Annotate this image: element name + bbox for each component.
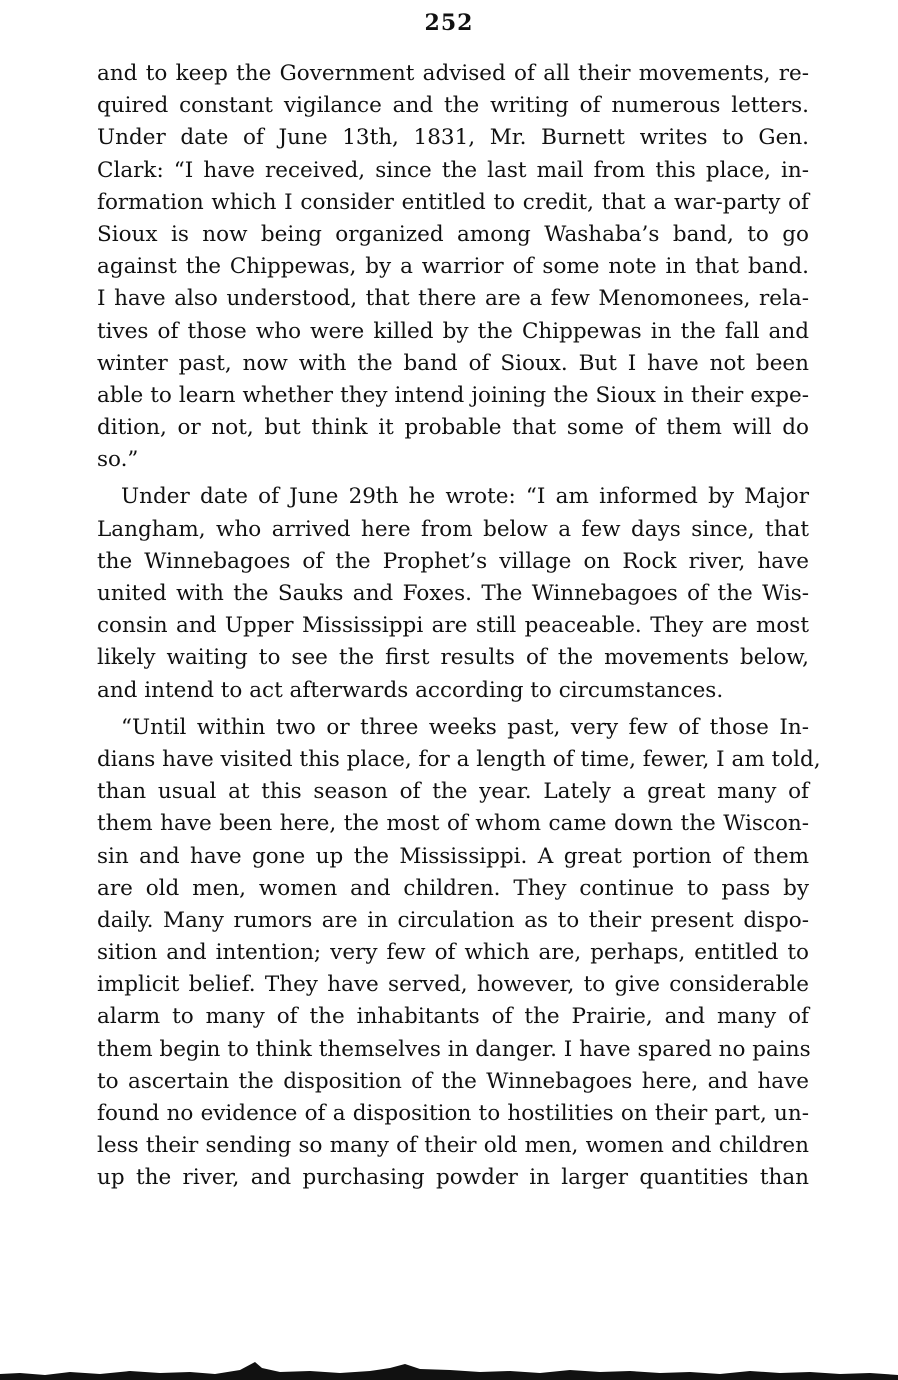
text-line: found no evidence of a disposition to hostilities on their part, un- bbox=[97, 1101, 809, 1126]
text-line: less their sending so many of their old men, women and children bbox=[97, 1133, 809, 1159]
text-line: quired constant vigilance and the writing of numerous letters. bbox=[97, 93, 809, 119]
page-number: 252 bbox=[424, 10, 474, 36]
text-line: winter past, now with the band of Sioux. But I have not been bbox=[97, 350, 809, 376]
text-line: likely waiting to see the first results of the movements below, bbox=[97, 645, 809, 671]
body-text bbox=[97, 58, 821, 1195]
text-line: implicit belief. They have served, however, to give considerable bbox=[97, 972, 809, 998]
text-line: to ascertain the disposition of the Winnebagoes here, and have bbox=[97, 1068, 809, 1094]
text-line: daily. Many rumors are in circulation as to their present dispo- bbox=[97, 907, 809, 933]
text-line: Under date of June 13th, 1831, Mr. Burnett writes to Gen. bbox=[97, 125, 809, 151]
text-line: so.” bbox=[97, 447, 139, 473]
text-line: able to learn whether they intend joining the Sioux in their expe- bbox=[97, 382, 809, 408]
text-line: them begin to think themselves in danger. I have spared no pains bbox=[97, 1036, 811, 1062]
text-line: sin and have gone up the Mississippi. A great portion of them bbox=[97, 843, 809, 869]
scan-bottom-edge bbox=[0, 1344, 898, 1380]
text-line: I have also understood, that there are a few Menomonees, rela- bbox=[97, 286, 809, 312]
text-line: alarm to many of the inhabitants of the Prairie, and many of bbox=[97, 1004, 809, 1030]
paragraph-1 bbox=[97, 58, 809, 476]
text-line: dition, or not, but think it probable that some of them will do bbox=[97, 415, 809, 441]
text-line: tives of those who were killed by the Chippewas in the fall and bbox=[97, 318, 809, 344]
text-line: and to keep the Government advised of all their movements, re- bbox=[97, 61, 809, 86]
text-line: united with the Sauks and Foxes. The Winnebagoes of the Wis- bbox=[97, 581, 809, 606]
text-line: Under date of June 29th he wrote: “I am informed by Major bbox=[121, 484, 809, 510]
paragraph-2 bbox=[97, 481, 809, 706]
text-line: Langham, who arrived here from below a few days since, that bbox=[97, 516, 809, 542]
text-line: sition and intention; very few of which are, perhaps, entitled to bbox=[97, 940, 809, 966]
text-line: “Until within two or three weeks past, very few of those In- bbox=[121, 714, 809, 740]
text-line: consin and Upper Mississippi are still peaceable. They are most bbox=[97, 613, 809, 639]
text-line: against the Chippewas, by a warrior of some note in that band. bbox=[97, 254, 809, 280]
text-line: dians have visited this place, for a length of time, fewer, I am told, bbox=[97, 746, 821, 772]
text-line: them have been here, the most of whom came down the Wiscon- bbox=[97, 811, 809, 837]
text-line: and intend to act afterwards according to circumstances. bbox=[97, 677, 724, 703]
text-line: formation which I consider entitled to credit, that a war-party of bbox=[97, 189, 809, 215]
text-line: Sioux is now being organized among Washaba’s band, to go bbox=[97, 221, 809, 247]
paragraph-3 bbox=[97, 712, 821, 1195]
text-line: than usual at this season of the year. Lately a great many of bbox=[97, 779, 809, 805]
text-line: Clark: “I have received, since the last mail from this place, in- bbox=[97, 157, 809, 183]
text-line: are old men, women and children. They continue to pass by bbox=[97, 875, 809, 901]
text-line: the Winnebagoes of the Prophet’s village on Rock river, have bbox=[97, 548, 809, 574]
text-line: up the river, and purchasing powder in larger quantities than bbox=[97, 1165, 809, 1191]
